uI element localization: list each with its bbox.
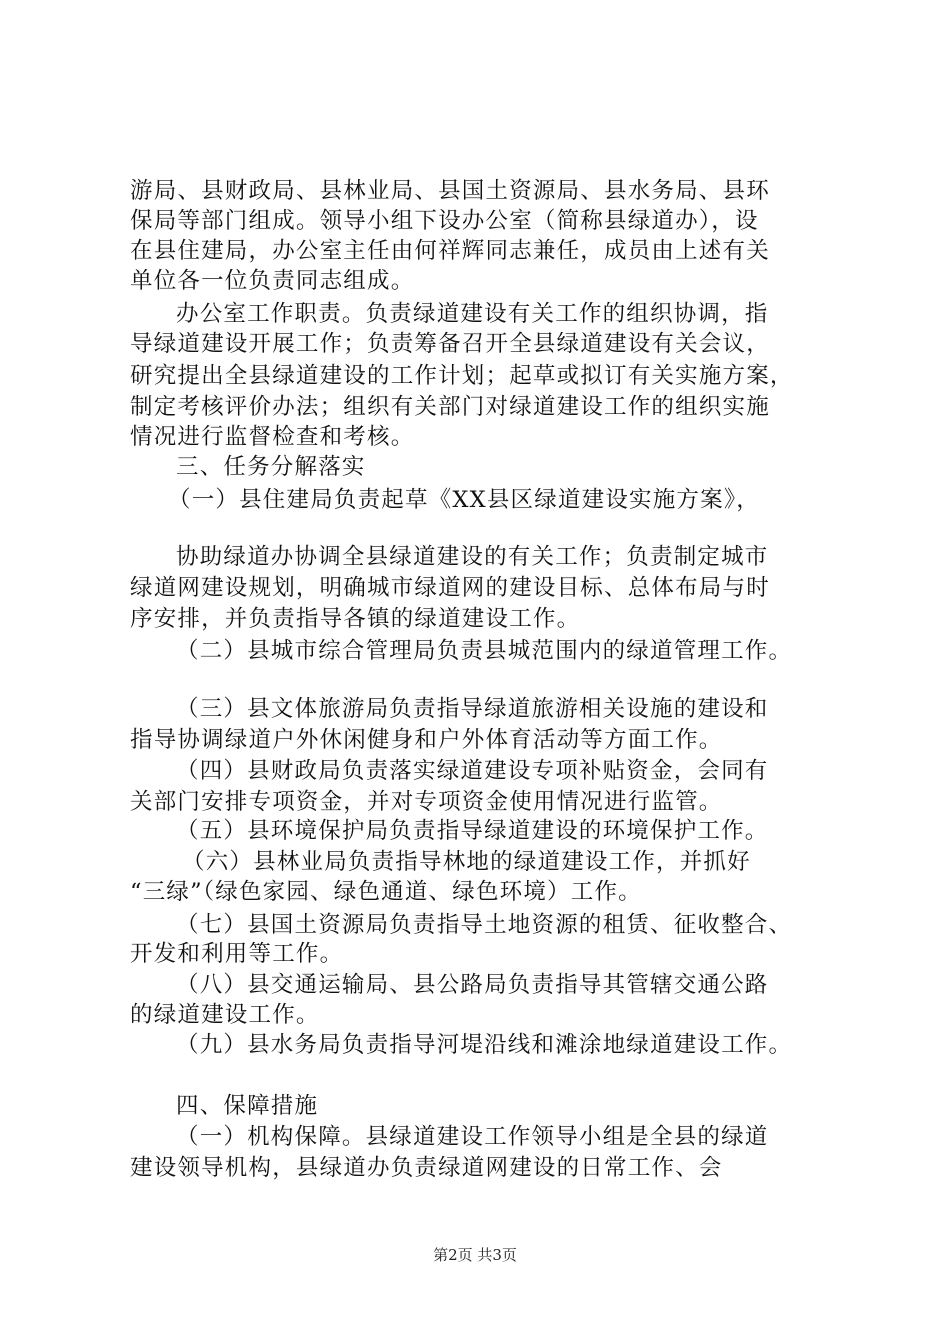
- text-line: （六）县林业局负责指导林地的绿道建设工作，并抓好: [182, 849, 751, 875]
- text-line: 协助绿道办协调全县绿道建设的有关工作；负责制定城市: [176, 544, 769, 570]
- text-line: （五）县环境保护局负责指导绿道建设的环境保护工作。: [176, 818, 769, 844]
- text-line: （二）县城市综合管理局负责县城范围内的绿道管理工作。: [176, 638, 793, 664]
- text-line: 开发和利用等工作。: [130, 941, 344, 967]
- text-line: 绿道网建设规划，明确城市绿道网的建设目标、总体布局与时: [130, 575, 770, 601]
- text-line: 关部门安排专项资金，并对专项资金使用情况进行监管。: [130, 789, 723, 815]
- text-line: （三）县文体旅游局负责指导绿道旅游相关设施的建设和: [176, 696, 769, 722]
- text-line: 在县住建局，办公室主任由何祥辉同志兼任，成员由上述有关: [130, 238, 770, 264]
- text-line: 制定考核评价办法；组织有关部门对绿道建设工作的组织实施: [130, 394, 770, 420]
- text-line: 序安排，并负责指导各镇的绿道建设工作。: [130, 606, 581, 632]
- text-line: （四）县财政局负责落实绿道建设专项补贴资金，会同有: [176, 758, 769, 784]
- text-line: 单位各一位负责同志组成。: [130, 268, 415, 294]
- text-line: 游局、县财政局、县林业局、县国土资源局、县水务局、县环: [130, 178, 770, 204]
- text-line: （七）县国土资源局负责指导土地资源的租赁、征收整合、: [176, 912, 793, 938]
- text-line: 导绿道建设开展工作；负责筹备召开全县绿道建设有关会议，: [130, 331, 770, 357]
- page-footer: 第2页 共3页: [433, 1246, 517, 1264]
- text-line: 建设领导机构，县绿道办负责绿道网建设的日常工作、会: [130, 1155, 723, 1181]
- section-heading: 三、任务分解落实: [176, 454, 366, 480]
- section-heading: 四、保障措施: [176, 1093, 319, 1119]
- text-line: （九）县水务局负责指导河堤沿线和滩涂地绿道建设工作。: [176, 1032, 793, 1058]
- text-line: 的绿道建设工作。: [130, 1002, 320, 1028]
- text-line: （一）县住建局负责起草《XX县区绿道建设实施方案》，: [168, 487, 760, 513]
- text-line: “三绿”（绿色家园、绿色通道、绿色环境）工作。: [130, 879, 642, 905]
- text-line: （八）县交通运输局、县公路局负责指导其管辖交通公路: [176, 972, 769, 998]
- text-line: 情况进行监督检查和考核。: [130, 424, 415, 450]
- text-line: （一）机构保障。县绿道建设工作领导小组是全县的绿道: [176, 1124, 769, 1150]
- text-line: 研究提出全县绿道建设的工作计划；起草或拟订有关实施方案，: [130, 363, 794, 389]
- text-line: 保局等部门组成。领导小组下设办公室（简称县绿道办），设: [130, 208, 759, 234]
- text-line: 指导协调绿道户外休闲健身和户外体育活动等方面工作。: [130, 727, 723, 753]
- text-line: 办公室工作职责。负责绿道建设有关工作的组织协调，指: [176, 301, 769, 327]
